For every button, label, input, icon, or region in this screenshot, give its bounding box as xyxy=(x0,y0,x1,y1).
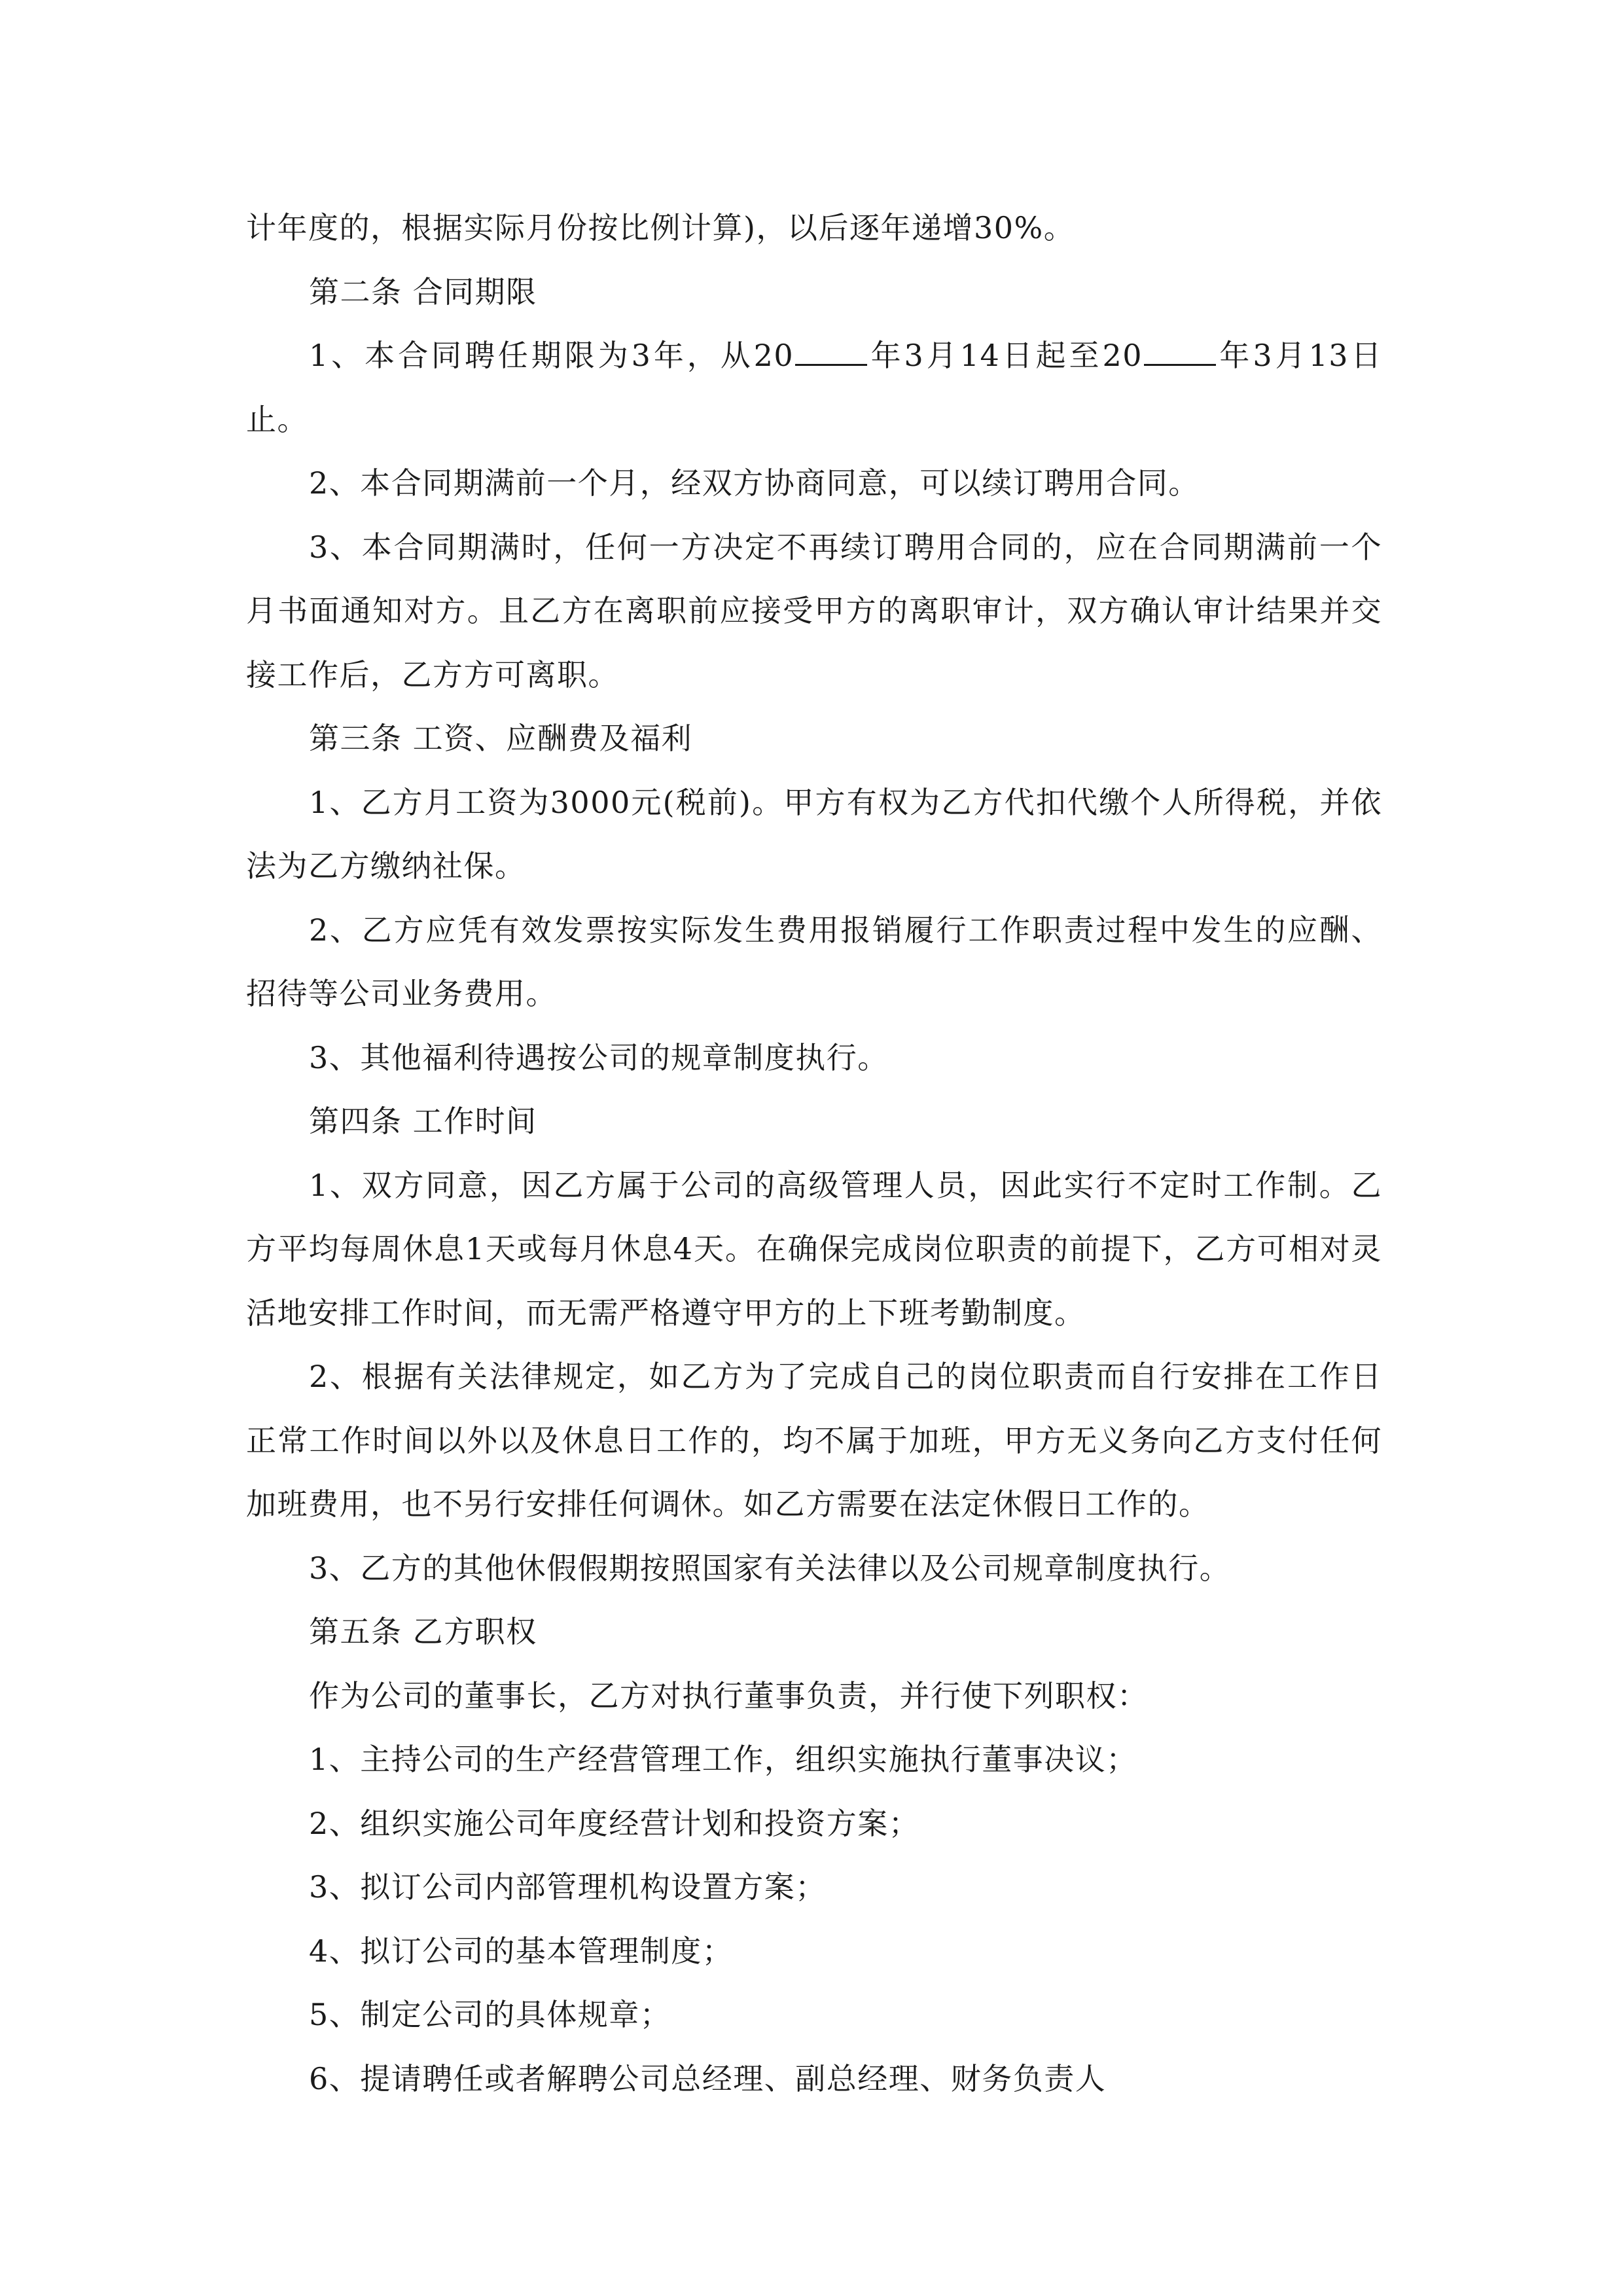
article-4-item-2: 2、根据有关法律规定，如乙方为了完成自己的岗位职责而自行安排在工作日正常工作时间以外以及休息日工作的，均不属于加班，甲方无义务向乙方支付任何加班费用，也不另行安排任何调休。如乙方需要在法定休假日工作的。 xyxy=(246,1359,1382,1522)
article-5-item-1: 1、主持公司的生产经营管理工作，组织实施执行董事决议； xyxy=(309,1742,1137,1777)
blank-line xyxy=(795,338,867,366)
article-2-item-1-part-3: 年3月13日止。 xyxy=(246,338,1382,437)
article-2-item-3: 3、本合同期满时，任何一方决定不再续订聘用合同的，应在合同期满前一个月书面通知对方。且乙方在离职前应接受甲方的离职审计，双方确认审计结果并交接工作后，乙方方可离职。 xyxy=(246,529,1382,692)
article-3-item-3: 3、其他福利待遇按公司的规章制度执行。 xyxy=(309,1039,889,1075)
paragraph-continuation: 计年度的，根据实际月份按比例计算)，以后逐年递增30%。 xyxy=(246,210,1075,245)
article-4-item-3: 3、乙方的其他休假假期按照国家有关法律以及公司规章制度执行。 xyxy=(309,1550,1231,1586)
article-4-title: 第四条 工作时间 xyxy=(309,1103,537,1139)
article-5-item-6: 6、提请聘任或者解聘公司总经理、副总经理、财务负责人 xyxy=(309,2060,1107,2096)
article-5-title: 第五条 乙方职权 xyxy=(309,1614,537,1649)
article-5-item-2: 2、组织实施公司年度经营计划和投资方案； xyxy=(309,1805,920,1841)
article-5-item-3: 3、拟订公司内部管理机构设置方案； xyxy=(309,1869,827,1905)
article-3-item-2: 2、乙方应凭有效发票按实际发生费用报销履行工作职责过程中发生的应酬、招待等公司业务费用。 xyxy=(246,912,1382,1011)
document-body xyxy=(246,196,1382,2111)
article-2-item-2: 2、本合同期满前一个月，经双方协商同意，可以续订聘用合同。 xyxy=(309,465,1200,501)
article-3-item-1: 1、乙方月工资为3000元(税前)。甲方有权为乙方代扣代缴个人所得税，并依法为乙方缴纳社保。 xyxy=(246,784,1382,884)
article-2-item-1-part-2: 年3月14日起至20 xyxy=(868,338,1143,373)
article-2-item-1-part-1: 1、本合同聘任期限为3年，从20 xyxy=(309,338,794,373)
article-5-item-4: 4、拟订公司的基本管理制度； xyxy=(309,1933,734,1969)
article-3-title: 第三条 工资、应酬费及福利 xyxy=(309,721,693,756)
article-5-item-5: 5、制定公司的具体规章； xyxy=(309,1997,671,2032)
article-2-item-1 xyxy=(246,324,1382,452)
article-5-intro: 作为公司的董事长，乙方对执行董事负责，并行使下列职权： xyxy=(309,1677,1149,1713)
article-4-item-1: 1、双方同意，因乙方属于公司的高级管理人员，因此实行不定时工作制。乙方平均每周休息1天或每月休息4天。在确保完成岗位职责的前提下，乙方可相对灵活地安排工作时间，而无需严格遵守甲方的上下班考勤制度。 xyxy=(246,1167,1382,1331)
blank-line xyxy=(1144,338,1216,366)
article-2-title: 第二条 合同期限 xyxy=(309,274,537,310)
